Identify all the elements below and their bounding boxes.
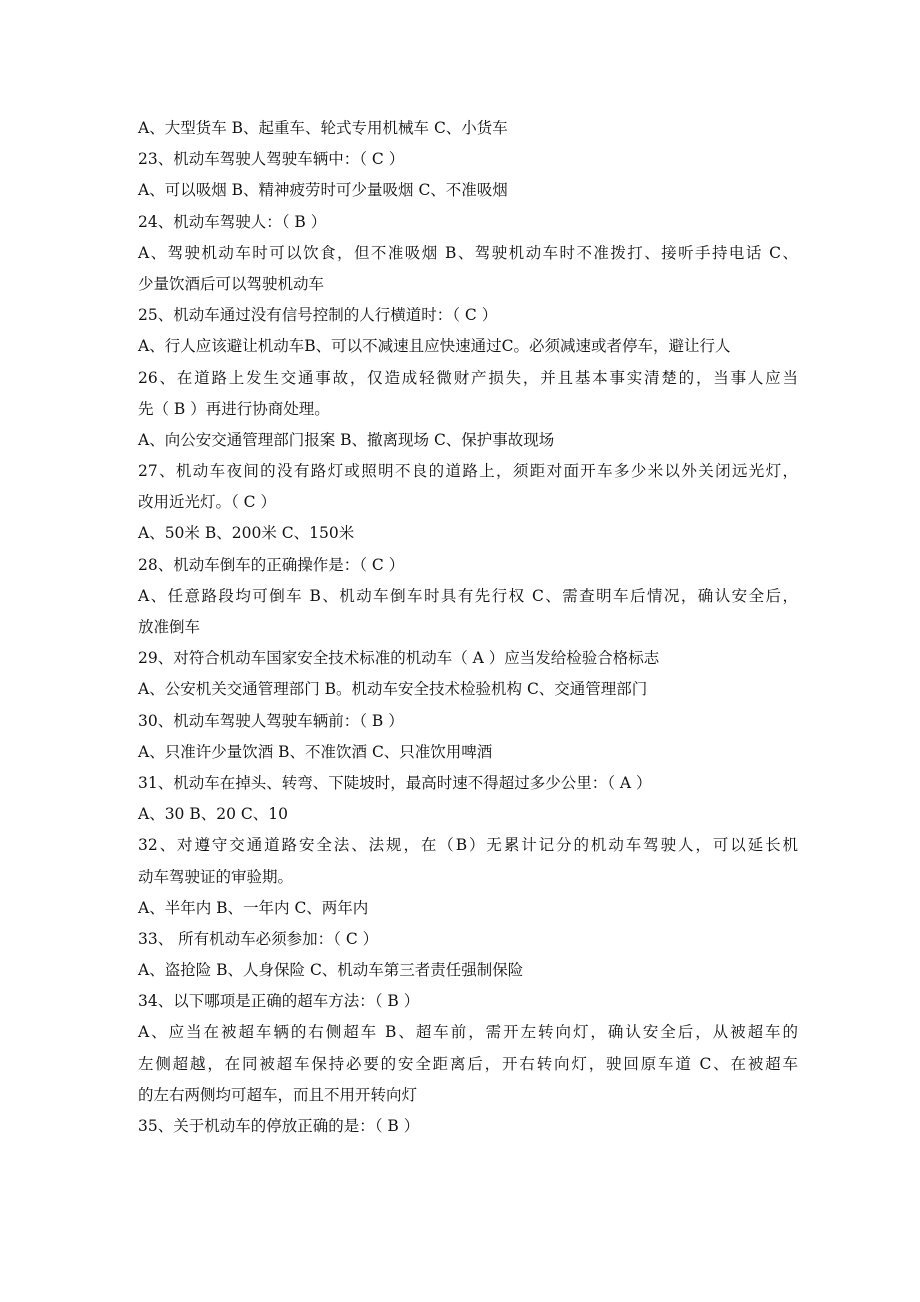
- text-line: 35、关于机动车的停放正确的是：（ B ）: [138, 1117, 420, 1135]
- text-line: A、行人应该避让机动车B、可以不减速且应快速通过C。必须减速或者停车，避让行人: [138, 337, 731, 356]
- text-line: 31、机动车在掉头、转弯、下陡坡时，最高时速不得超过多少公里：（ A ）: [138, 773, 652, 792]
- text-line: 少量饮酒后可以驾驶机动车: [138, 274, 325, 293]
- text-line: 32、对遵守交通道路安全法、法规，在（B）无累计记分的机动车驾驶人，可以延长机: [138, 836, 798, 855]
- text-line: 33、 所有机动车必须参加：（ C ）: [138, 929, 379, 948]
- text-line: A、驾驶机动车时可以饮食，但不准吸烟 B、驾驶机动车时不准拨打、接听手持电话 C、: [138, 243, 798, 262]
- document-body: [138, 113, 798, 1142]
- text-line: A、盗抢险 B、人身保险 C、机动车第三者责任强制保险: [138, 961, 524, 980]
- text-line: 34、以下哪项是正确的超车方法：（ B ）: [138, 992, 420, 1011]
- text-line: 改用近光灯。（ C ）: [138, 493, 276, 512]
- text-line: A、大型货车 B、起重车、轮式专用机械车 C、小货车: [138, 119, 508, 137]
- text-line: 29、对符合机动车国家安全技术标准的机动车（ A ）应当发给检验合格标志: [138, 649, 660, 668]
- text-line: 24、机动车驾驶人：（ B ）: [138, 212, 327, 231]
- text-line: 30、机动车驾驶人驾驶车辆前：（ B ）: [138, 711, 404, 730]
- text-line: A、半年内 B、一年内 C、两年内: [138, 898, 369, 917]
- text-line: 的左右两侧均可超车，而且不用开转向灯: [138, 1085, 418, 1104]
- text-line: 左侧超越，在同被超车保持必要的安全距离后，开右转向灯，驶回原车道 C、在被超车: [138, 1054, 798, 1073]
- text-line: 25、机动车通过没有信号控制的人行横道时：（ C ）: [138, 306, 498, 325]
- text-line: A、只准许少量饮酒 B、不准饮酒 C、只准饮用啤酒: [138, 742, 493, 761]
- text-line: 28、机动车倒车的正确操作是：（ C ）: [138, 555, 405, 574]
- text-line: A、50米 B、200米 C、150米: [138, 524, 355, 543]
- text-line: 动车驾驶证的审验期。: [138, 867, 294, 886]
- text-line: A、可以吸烟 B、精神疲劳时可少量吸烟 C、不准吸烟: [138, 181, 508, 200]
- text-line: 27、机动车夜间的没有路灯或照明不良的道路上，须距对面开车多少米以外关闭远光灯，: [138, 462, 798, 481]
- text-line: 先（ B ）再进行协商处理。: [138, 399, 330, 418]
- text-line: A、30 B、20 C、10: [138, 805, 288, 824]
- text-line: A、应当在被超车辆的右侧超车 B、超车前，需开左转向灯，确认安全后，从被超车的: [138, 1023, 798, 1042]
- text-line: 放准倒车: [138, 618, 201, 636]
- text-line: A、公安机关交通管理部门 B。机动车安全技术检验机构 C、交通管理部门: [138, 680, 648, 699]
- text-line: 26、在道路上发生交通事故，仅造成轻微财产损失，并且基本事实清楚的，当事人应当: [138, 368, 798, 387]
- text-line: 23、机动车驾驶人驾驶车辆中：（ C ）: [138, 150, 405, 169]
- text-line: A、向公安交通管理部门报案 B、撤离现场 C、保护事故现场: [138, 430, 555, 449]
- text-line: A、任意路段均可倒车 B、机动车倒车时具有先行权 C、需查明车后情况，确认安全后，: [138, 586, 798, 605]
